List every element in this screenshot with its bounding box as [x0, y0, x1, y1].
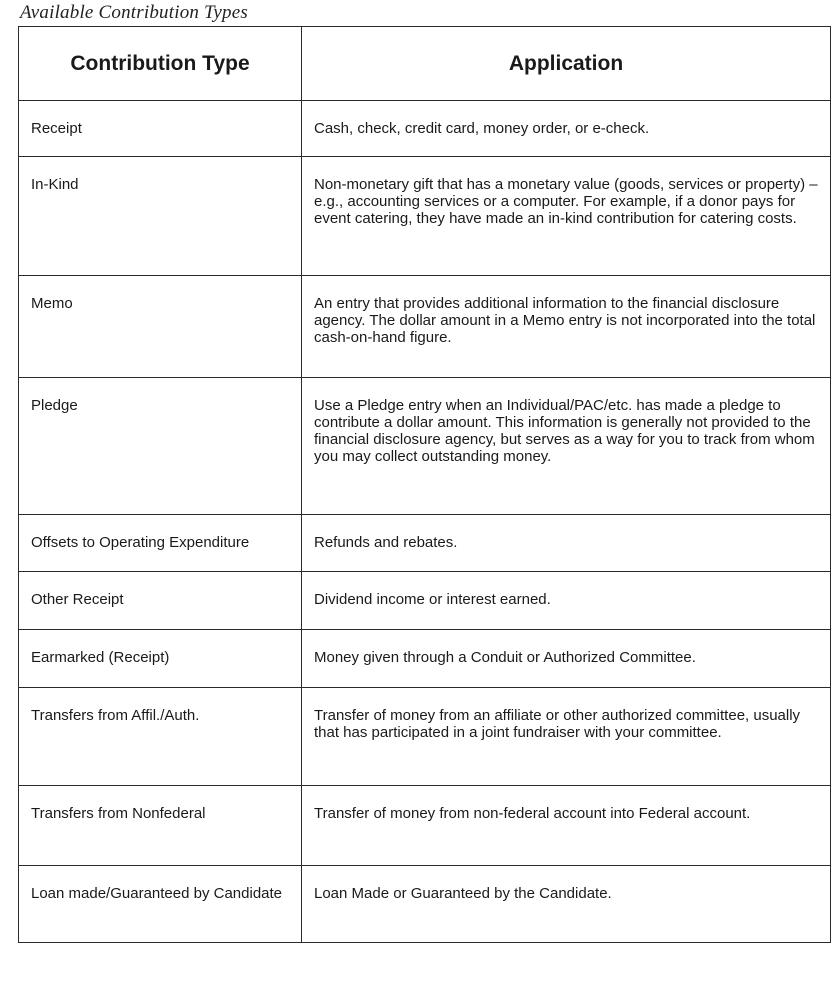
- contribution-type-text: Memo: [31, 295, 73, 312]
- table-row: [19, 157, 831, 276]
- application-text: Cash, check, credit card, money order, or e-check.: [314, 120, 650, 137]
- contribution-type-cell: [19, 515, 302, 572]
- application-text: Loan Made or Guaranteed by the Candidate.: [314, 885, 612, 902]
- table-caption: Available Contribution Types: [20, 2, 248, 23]
- application-cell: [302, 688, 831, 786]
- application-text: Transfer of money from an affiliate or other authorized committee, usually that has participated in a joint fundraiser with your committee.: [314, 707, 801, 741]
- application-cell: [302, 515, 831, 572]
- application-cell: [302, 276, 831, 378]
- contribution-type-cell: [19, 276, 302, 378]
- column-header-application: Application: [302, 27, 831, 101]
- contribution-type-cell: [19, 572, 302, 630]
- table-row: [19, 786, 831, 866]
- application-cell: [302, 157, 831, 276]
- contribution-type-text: Pledge: [31, 397, 78, 414]
- contribution-type-cell: [19, 786, 302, 866]
- table-row: [19, 688, 831, 786]
- table-row: [19, 866, 831, 943]
- contribution-type-text: In-Kind: [31, 176, 79, 193]
- table-header-row: [19, 27, 831, 101]
- application-text: Transfer of money from non-federal account into Federal account.: [314, 805, 751, 822]
- table-row: [19, 572, 831, 630]
- contribution-type-cell: [19, 630, 302, 688]
- application-cell: [302, 866, 831, 943]
- contribution-type-text: Receipt: [31, 120, 82, 137]
- contribution-type-text: Offsets to Operating Expenditure: [31, 534, 250, 551]
- application-text: Refunds and rebates.: [314, 534, 458, 551]
- contribution-type-cell: [19, 157, 302, 276]
- contribution-types-table: [18, 26, 831, 943]
- application-cell: [302, 378, 831, 515]
- table-row: [19, 101, 831, 157]
- application-cell: [302, 101, 831, 157]
- application-cell: [302, 572, 831, 630]
- table-row: [19, 515, 831, 572]
- contribution-type-text: Loan made/Guaranteed by Candidate: [31, 885, 283, 902]
- application-text: Dividend income or interest earned.: [314, 591, 551, 608]
- contribution-type-text: Earmarked (Receipt): [31, 649, 170, 666]
- application-cell: [302, 786, 831, 866]
- column-header-contribution-type: Contribution Type: [19, 27, 302, 101]
- application-text: Use a Pledge entry when an Individual/PAC/etc. has made a pledge to contribute a dollar amount. This information is generally not provided to the financial disclosure agency, but serves as a way for you to track from whom you may collect outstanding money.: [314, 397, 815, 465]
- application-text: Non-monetary gift that has a monetary value (goods, services or property) – e.g., accounting services or a computer. For example, if a donor pays for event catering, they have made an in-kind contribution for catering costs.: [314, 176, 818, 227]
- application-cell: [302, 630, 831, 688]
- contribution-type-cell: [19, 688, 302, 786]
- contribution-type-text: Other Receipt: [31, 591, 124, 608]
- application-text: An entry that provides additional information to the financial disclosure agency. The dollar amount in a Memo entry is not incorporated into the total cash-on-hand figure.: [314, 295, 816, 346]
- contribution-type-cell: [19, 378, 302, 515]
- contribution-type-text: Transfers from Affil./Auth.: [31, 707, 200, 724]
- contribution-type-text: Transfers from Nonfederal: [31, 805, 206, 822]
- application-text: Money given through a Conduit or Authorized Committee.: [314, 649, 696, 666]
- contribution-type-cell: [19, 866, 302, 943]
- table-row: [19, 630, 831, 688]
- contribution-type-cell: [19, 101, 302, 157]
- table-row: [19, 276, 831, 378]
- table-row: [19, 378, 831, 515]
